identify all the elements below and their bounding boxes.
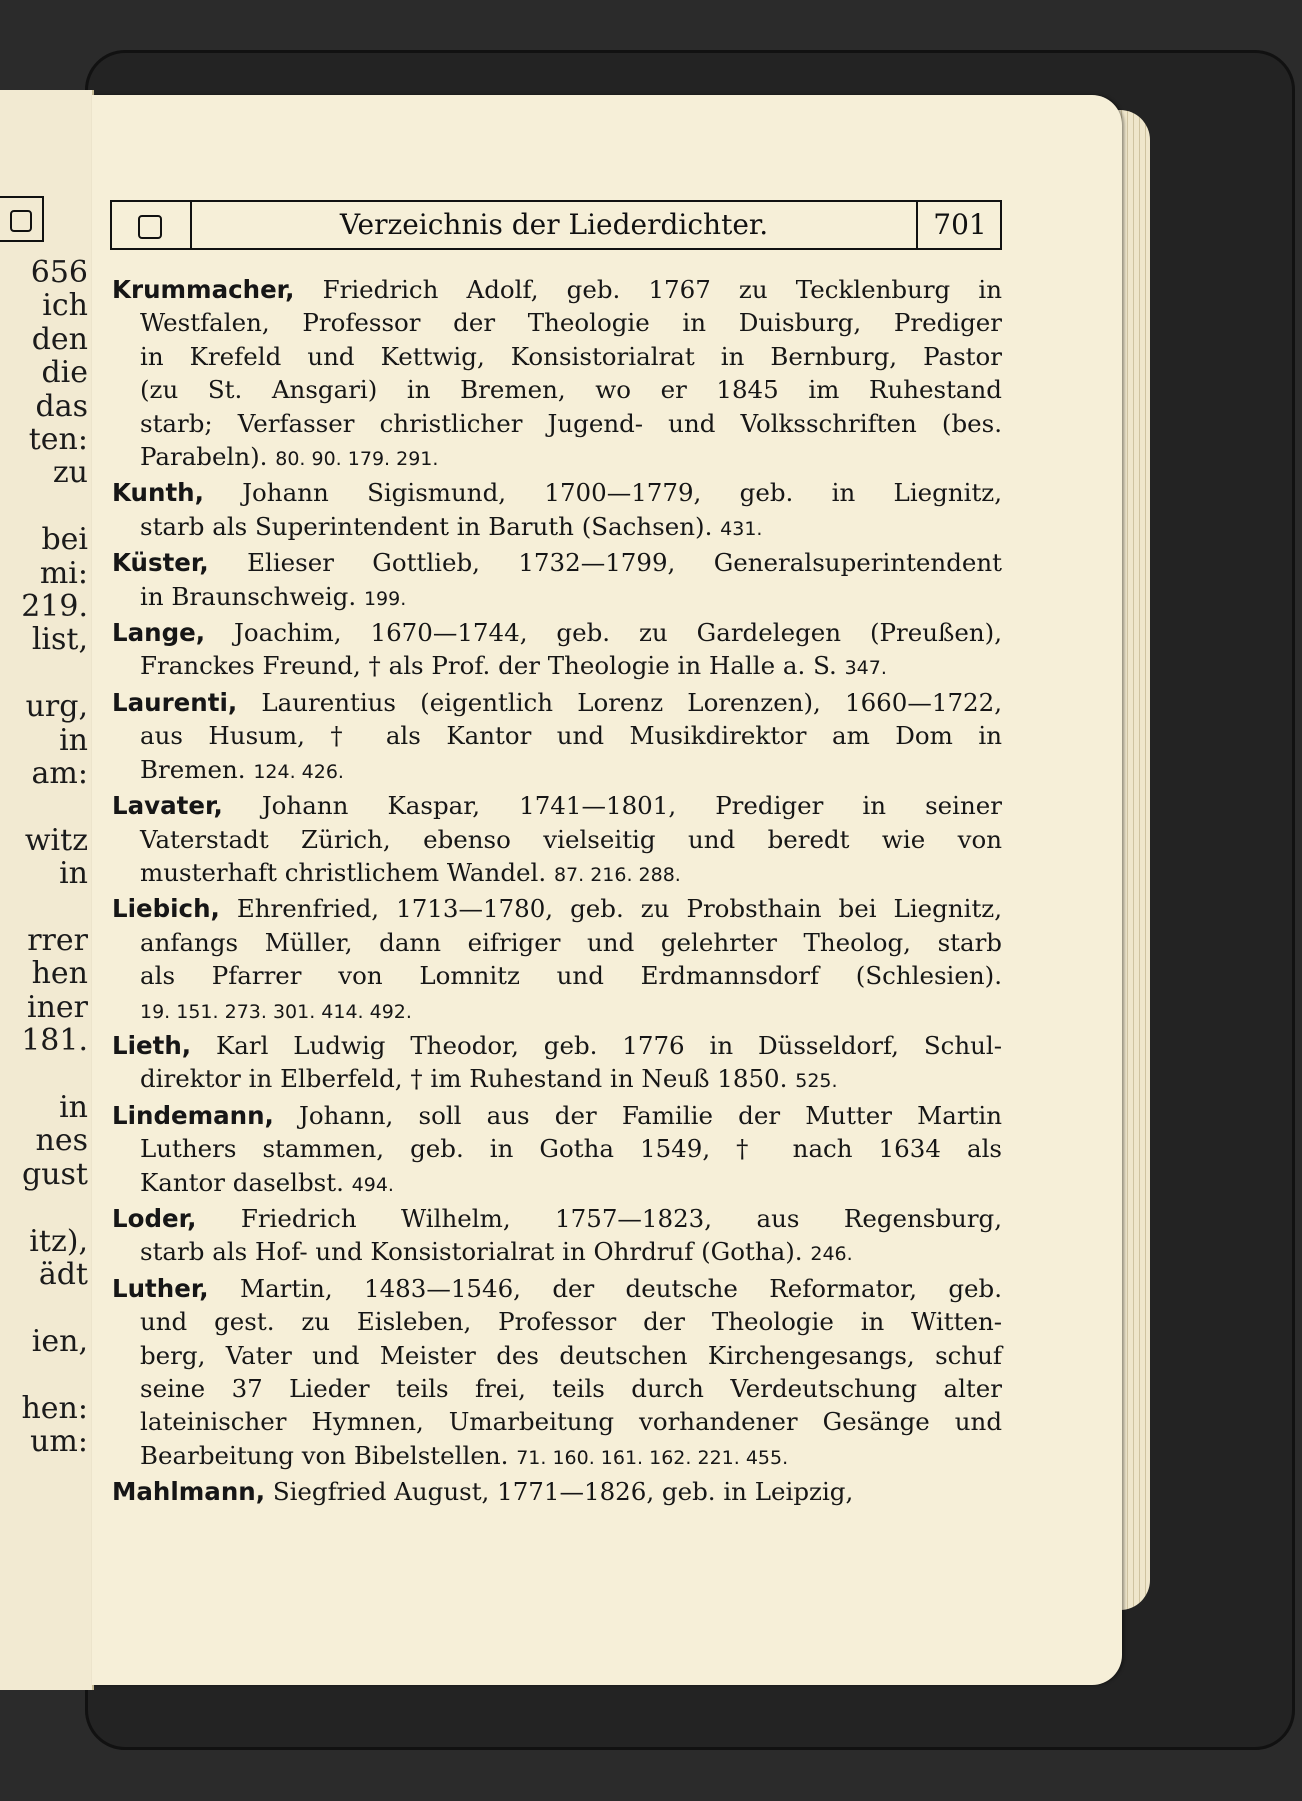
entry-text: berg, Vater und Meister des deutschen Kirchengesangs, schuf: [140, 1340, 1002, 1370]
margin-fragment: um:: [30, 1424, 88, 1459]
entry-text: aus Husum, † als Kantor und Musikdirektor am Dom in: [140, 721, 1002, 751]
entry-line: [112, 510, 1002, 546]
hymn-references: 525.: [795, 1070, 838, 1093]
page-title: Verzeichnis der Liederdichter.: [339, 208, 769, 241]
entry-text: Friedrich Adolf, geb. 1767 zu Tecklenburg in: [322, 275, 1003, 304]
entry-text: Laurentius (eigentlich Lorenz Lorenzen), 1660—1722,: [261, 687, 1002, 717]
hymn-references: 80. 90. 179. 291.: [275, 448, 439, 471]
author-name: Mahlmann,: [112, 1477, 266, 1507]
margin-fragment: witz: [24, 822, 88, 858]
entry-line: [112, 1029, 1002, 1062]
margin-fragment: list,: [31, 622, 88, 658]
entry-line: [112, 1166, 1002, 1202]
entry-line: [112, 1339, 1002, 1372]
entry-text: Bearbeitung von Bibelstellen.: [140, 1440, 509, 1470]
entry-line: [112, 649, 1002, 685]
author-entry: [112, 686, 1002, 789]
entry-line: [112, 1062, 1002, 1098]
margin-fragment: 181.: [21, 1023, 88, 1059]
entry-line: [112, 856, 1002, 892]
entry-line: [112, 823, 1002, 856]
header-divider: [190, 202, 192, 248]
entry-text: als Pfarrer von Lomnitz und Erdmannsdorf (Schlesien).: [140, 961, 1002, 991]
entry-text: seine 37 Lieder teils frei, teils durch Verdeutschung alter: [140, 1374, 1002, 1403]
hymn-references: 71. 160. 161. 162. 221. 455.: [516, 1446, 789, 1469]
margin-fragment: am:: [31, 756, 88, 791]
entry-text: Johann, soll aus der Familie der Mutter Martin: [299, 1100, 1003, 1130]
margin-fragment: in: [59, 1090, 88, 1125]
author-entry: [112, 1099, 1002, 1202]
hymn-references: 87. 216. 288.: [553, 863, 681, 886]
entry-text: Siegfried August, 1771—1826, geb. in Leipzig,: [272, 1477, 854, 1507]
hymn-references: 199.: [363, 587, 407, 610]
entry-line: [112, 892, 1002, 925]
entry-line: [112, 440, 1002, 476]
entry-text: in Krefeld und Kettwig, Konsistorialrat in Bernburg, Pastor: [140, 341, 1002, 371]
margin-fragment: zu: [52, 455, 88, 491]
entry-text: Martin, 1483—1546, der deutsche Reformator, geb.: [239, 1273, 1002, 1303]
author-name: Krummacher,: [112, 275, 295, 304]
hymn-references: 19. 151. 273. 301. 414. 492.: [140, 1000, 412, 1023]
margin-fragment: rrer: [27, 923, 88, 958]
margin-fragment: nes: [35, 1123, 88, 1159]
entry-text: musterhaft christlichem Wandel.: [140, 857, 547, 887]
author-index: [112, 273, 1002, 1509]
entry-line: [112, 959, 1002, 992]
entry-line: [112, 1372, 1002, 1405]
author-entry: [112, 789, 1002, 892]
author-entry: [112, 476, 1002, 546]
entry-line: [112, 273, 1002, 306]
entry-line: [112, 1475, 1002, 1508]
author-entry: [112, 1029, 1002, 1099]
author-entry: [112, 273, 1002, 476]
entry-line: [112, 306, 1002, 339]
margin-fragment: ien,: [31, 1323, 88, 1359]
author-name: Lindemann,: [112, 1100, 274, 1130]
entry-line: [112, 616, 1002, 649]
entry-text: Johann Sigismund, 1700—1779, geb. in Liegnitz,: [242, 478, 1002, 508]
entry-line: [112, 1305, 1002, 1338]
square-ornament-icon: [10, 210, 32, 232]
entry-text: anfangs Müller, dann eifriger und gelehrter Theolog, starb: [140, 927, 1002, 957]
entry-text: Vaterstadt Zürich, ebenso vielseitig und beredt wie von: [140, 824, 1002, 854]
author-name: Luther,: [112, 1273, 209, 1303]
author-entry: [112, 546, 1002, 616]
margin-fragment: 219.: [21, 589, 88, 624]
entry-text: Luthers stammen, geb. in Gotha 1549, † nach 1634 als: [140, 1134, 1002, 1164]
header-divider: [916, 202, 918, 248]
entry-line: [112, 1272, 1002, 1305]
margin-fragment: in: [59, 856, 88, 892]
entry-line: [112, 580, 1002, 616]
margin-fragment: 656: [30, 255, 88, 290]
entry-line: [112, 1405, 1002, 1438]
margin-fragment: iner: [26, 989, 88, 1025]
margin-fragment: in: [59, 722, 88, 758]
margin-fragment: gust: [22, 1156, 88, 1192]
entry-line: [112, 719, 1002, 752]
author-name: Lange,: [112, 618, 206, 648]
left-header-box: [0, 196, 44, 242]
running-header: [110, 200, 1002, 250]
entry-text: Joachim, 1670—1744, geb. zu Gardelegen (Preußen),: [234, 618, 1002, 648]
author-name: Küster,: [112, 548, 209, 578]
entry-line: [112, 1202, 1002, 1235]
entry-text: Karl Ludwig Theodor, geb. 1776 in Düsseldorf, Schul-: [215, 1030, 1002, 1060]
author-entry: [112, 1272, 1002, 1475]
author-entry: [112, 616, 1002, 686]
entry-text: Franckes Freund, † als Prof. der Theologie in Halle a. S.: [140, 651, 837, 681]
entry-text: (zu St. Ansgari) in Bremen, wo er 1845 im Ruhestand: [140, 375, 1002, 405]
margin-fragment: den: [31, 321, 88, 357]
entry-text: und gest. zu Eisleben, Professor der Theologie in Witten-: [140, 1307, 1002, 1337]
entry-line: [112, 546, 1002, 579]
margin-fragment: ten:: [28, 422, 88, 457]
square-ornament-icon: [138, 215, 162, 239]
entry-text: Friedrich Wilhelm, 1757—1823, aus Regensburg,: [240, 1203, 1003, 1233]
margin-fragment: die: [41, 355, 88, 391]
margin-fragment: ich: [42, 288, 88, 324]
entry-line: [112, 926, 1002, 959]
entry-line: [112, 1235, 1002, 1271]
author-name: Lieth,: [112, 1030, 192, 1060]
margin-fragment: urg,: [25, 689, 88, 725]
entry-text: in Braunschweig.: [140, 581, 357, 611]
entry-line: [112, 1099, 1002, 1132]
author-name: Liebich,: [112, 894, 220, 924]
entry-line: [112, 373, 1002, 406]
entry-text: starb als Hof- und Konsistorialrat in Ohrdruf (Gotha).: [140, 1237, 803, 1267]
entry-text: direktor in Elberfeld, † im Ruhestand in Neuß 1850.: [140, 1064, 788, 1094]
entry-line: [112, 476, 1002, 509]
author-entry: [112, 1202, 1002, 1272]
margin-fragment: hen:: [21, 1390, 88, 1426]
margin-fragment: ädt: [38, 1257, 88, 1292]
entry-line: [112, 340, 1002, 373]
author-name: Lavater,: [112, 791, 223, 821]
hymn-references: 347.: [844, 657, 887, 680]
entry-line: [112, 407, 1002, 440]
entry-text: lateinischer Hymnen, Umarbeitung vorhandener Gesänge und: [140, 1407, 1002, 1437]
entry-text: Ehrenfried, 1713—1780, geb. zu Probsthain bei Liegnitz,: [236, 894, 1002, 924]
margin-fragment: hen: [31, 956, 88, 992]
margin-fragment: das: [35, 388, 88, 424]
page-number: 701: [933, 208, 987, 241]
left-page-edge: [0, 90, 94, 1690]
author-name: Kunth,: [112, 478, 204, 508]
author-entry: [112, 892, 1002, 1029]
entry-line: [112, 1439, 1002, 1475]
hymn-references: 494.: [351, 1173, 394, 1196]
entry-text: Westfalen, Professor der Theologie in Duisburg, Prediger: [140, 308, 1002, 338]
author-name: Laurenti,: [112, 687, 238, 717]
hymn-references: 124. 426.: [253, 760, 344, 783]
entry-text: starb als Superintendent in Baruth (Sachsen).: [140, 511, 713, 541]
entry-text: Parabeln).: [140, 442, 268, 472]
margin-fragment: itz),: [29, 1223, 88, 1259]
margin-fragment: mi:: [39, 555, 88, 591]
entry-text: Kantor daselbst.: [140, 1167, 344, 1197]
entry-line: [112, 789, 1002, 822]
entry-line: [112, 993, 1002, 1029]
entry-text: Johann Kaspar, 1741—1801, Prediger in seiner: [261, 791, 1002, 821]
entry-line: [112, 1132, 1002, 1165]
entry-text: Elieser Gottlieb, 1732—1799, Generalsuperintendent: [247, 548, 1003, 578]
entry-text: starb; Verfasser christlicher Jugend- und Volksschriften (bes.: [140, 408, 1002, 438]
author-entry: [112, 1475, 1002, 1508]
right-page: [92, 95, 1122, 1685]
entry-line: [112, 686, 1002, 719]
hymn-references: 246.: [810, 1243, 853, 1266]
entry-line: [112, 753, 1002, 789]
hymn-references: 431.: [720, 517, 763, 540]
entry-text: Bremen.: [140, 754, 246, 784]
margin-fragment: bei: [41, 522, 88, 558]
author-name: Loder,: [112, 1203, 197, 1233]
